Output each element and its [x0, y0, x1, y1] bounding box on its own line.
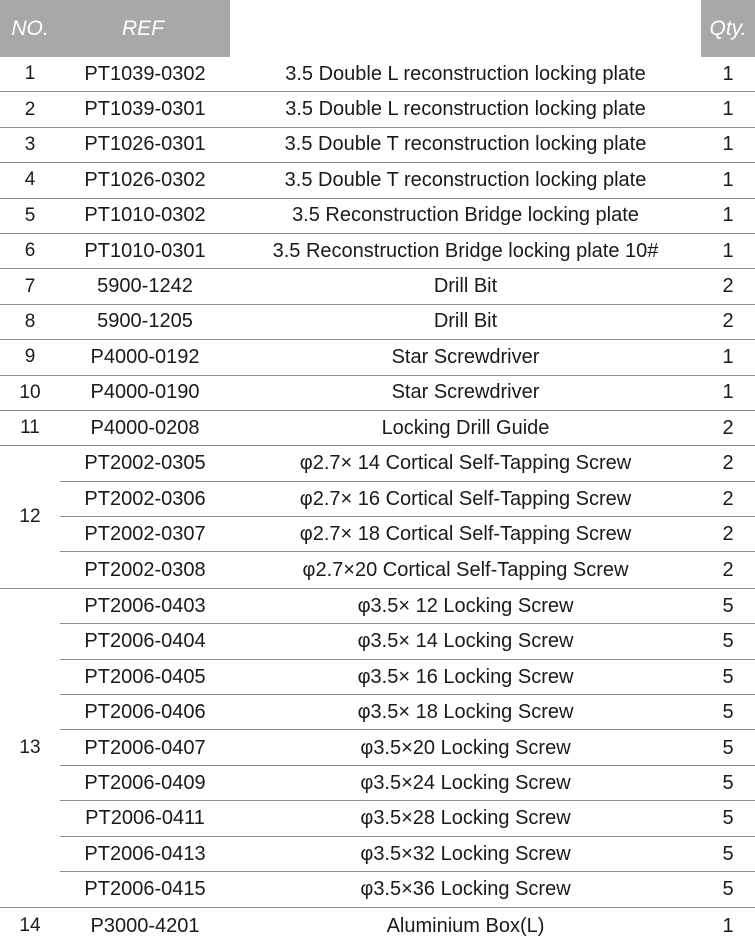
item-ref: PT2002-0308 [84, 558, 206, 581]
table-row [0, 730, 755, 765]
item-ref: 5900-1242 [97, 275, 193, 298]
item-qty: 5 [722, 665, 734, 688]
item-ref: PT2002-0305 [84, 452, 206, 475]
item-ref: PT2006-0413 [84, 842, 206, 865]
item-qty: 2 [722, 275, 734, 298]
item-qty: 5 [722, 595, 734, 618]
item-qty: 1 [722, 133, 734, 156]
item-ref: PT1026-0302 [84, 168, 206, 191]
item-description: Drill Bit [433, 275, 498, 298]
table-row [0, 624, 755, 659]
table-row [0, 376, 755, 411]
item-qty: 5 [722, 736, 734, 759]
item-number: 10 [19, 381, 41, 403]
item-qty: 5 [722, 878, 734, 901]
item-description: φ2.7× 14 Cortical Self-Tapping Screw [299, 452, 632, 475]
table-row [0, 837, 755, 872]
item-qty: 2 [722, 310, 734, 333]
item-ref: PT2006-0403 [84, 595, 206, 618]
parts-table-body [0, 57, 755, 944]
item-qty: 1 [722, 98, 734, 121]
item-ref: PT1026-0301 [84, 133, 206, 156]
item-number: 2 [24, 98, 36, 120]
item-description: 3.5 Double L reconstruction locking plate [285, 62, 646, 85]
item-ref: P4000-0190 [90, 381, 200, 404]
item-number: 6 [24, 240, 36, 262]
item-description: φ2.7× 16 Cortical Self-Tapping Screw [299, 487, 632, 510]
table-header [0, 0, 755, 57]
item-description: φ3.5× 14 Locking Screw [357, 630, 574, 653]
item-qty: 1 [722, 62, 734, 85]
item-qty: 5 [722, 630, 734, 653]
table-row [0, 57, 755, 92]
item-qty: 1 [722, 345, 734, 368]
item-ref: PT1039-0301 [84, 98, 206, 121]
item-description: 3.5 Double T reconstruction locking plate [284, 133, 647, 156]
grouped-rows-group13 [0, 589, 755, 908]
item-ref: PT1010-0302 [84, 204, 206, 227]
table-row [0, 589, 755, 624]
table-row [0, 234, 755, 269]
item-description: 3.5 Double L reconstruction locking plate [285, 98, 646, 121]
item-number: 5 [24, 204, 36, 226]
item-description: 3.5 Double T reconstruction locking plate [284, 168, 647, 191]
item-description: Drill Bit [433, 310, 498, 333]
item-number: 9 [24, 346, 36, 368]
header-ref [60, 0, 230, 57]
item-number: 4 [24, 169, 36, 191]
item-number: 8 [24, 310, 36, 332]
item-qty: 1 [722, 204, 734, 227]
item-ref: PT2006-0406 [84, 701, 206, 724]
item-qty: 2 [722, 487, 734, 510]
item-number: 11 [20, 417, 40, 439]
item-description: 3.5 Reconstruction Bridge locking plate [292, 204, 639, 227]
item-description: φ3.5× 18 Locking Screw [357, 701, 574, 724]
item-ref: PT2006-0407 [84, 736, 206, 759]
item-number: 7 [24, 275, 36, 297]
table-row [0, 199, 755, 234]
item-ref: P4000-0208 [90, 416, 200, 439]
item-description: Star Screwdriver [391, 345, 540, 368]
item-description: φ2.7×20 Cortical Self-Tapping Screw [302, 558, 629, 581]
item-number: 12 [19, 506, 41, 528]
item-description: φ3.5×32 Locking Screw [360, 842, 571, 865]
table-row [0, 163, 755, 198]
item-ref: PT1010-0301 [84, 239, 206, 262]
item-number: 13 [19, 737, 41, 759]
item-qty: 5 [722, 772, 734, 794]
item-ref: PT2002-0307 [84, 523, 206, 546]
table-row [0, 517, 755, 552]
item-qty: 1 [722, 381, 734, 404]
item-description: φ3.5×28 Locking Screw [360, 807, 571, 830]
item-qty: 5 [722, 701, 734, 724]
item-ref: PT2006-0405 [84, 665, 206, 688]
item-description: φ3.5×20 Locking Screw [360, 736, 571, 759]
table-row [0, 908, 755, 943]
item-ref: PT2006-0409 [84, 772, 206, 794]
item-description: 3.5 Reconstruction Bridge locking plate 10# [272, 239, 659, 262]
item-description: φ3.5× 12 Locking Screw [357, 595, 574, 618]
item-number: 3 [24, 133, 36, 155]
table-row [0, 340, 755, 375]
item-ref: 5900-1205 [97, 310, 193, 333]
item-description: Star Screwdriver [391, 381, 540, 404]
item-description: φ3.5×24 Locking Screw [360, 772, 571, 794]
header-no-label: NO. [11, 16, 49, 40]
table-row [0, 411, 755, 446]
table-row [0, 305, 755, 340]
item-ref: P4000-0192 [90, 345, 200, 368]
table-row [0, 872, 755, 907]
item-qty: 2 [722, 452, 734, 475]
item-description: φ3.5× 16 Locking Screw [357, 665, 574, 688]
header-qty-label: Qty. [709, 16, 747, 40]
item-ref: P3000-4201 [90, 914, 200, 937]
item-ref: PT2006-0404 [84, 630, 206, 653]
header-qty [701, 0, 755, 57]
item-description: φ2.7× 18 Cortical Self-Tapping Screw [299, 523, 632, 546]
item-ref: PT1039-0302 [84, 62, 206, 85]
item-description: φ3.5×36 Locking Screw [360, 878, 571, 901]
table-row [0, 92, 755, 127]
table-row [0, 482, 755, 517]
item-number: 14 [19, 915, 41, 937]
grouped-rows-group12 [0, 446, 755, 588]
table-row [0, 660, 755, 695]
item-qty: 1 [722, 168, 734, 191]
item-number: 1 [24, 63, 36, 85]
item-qty: 5 [722, 842, 734, 865]
item-description: Locking Drill Guide [381, 416, 550, 439]
item-qty: 2 [722, 416, 734, 439]
header-ref-label: REF [122, 16, 164, 40]
item-description: Aluminium Box(L) [386, 914, 545, 937]
item-ref: PT2002-0306 [84, 487, 206, 510]
item-qty: 2 [722, 523, 734, 546]
table-row [0, 801, 755, 836]
item-qty: 1 [722, 914, 734, 937]
table-row [0, 128, 755, 163]
header-no [0, 0, 60, 57]
table-row [0, 695, 755, 730]
item-ref: PT2006-0411 [85, 807, 205, 830]
item-qty: 2 [722, 558, 734, 581]
item-ref: PT2006-0415 [84, 878, 206, 901]
table-row [0, 446, 755, 481]
item-qty: 5 [722, 807, 734, 830]
item-qty: 1 [722, 239, 734, 262]
table-row [0, 552, 755, 587]
table-row [0, 766, 755, 801]
table-row [0, 269, 755, 304]
